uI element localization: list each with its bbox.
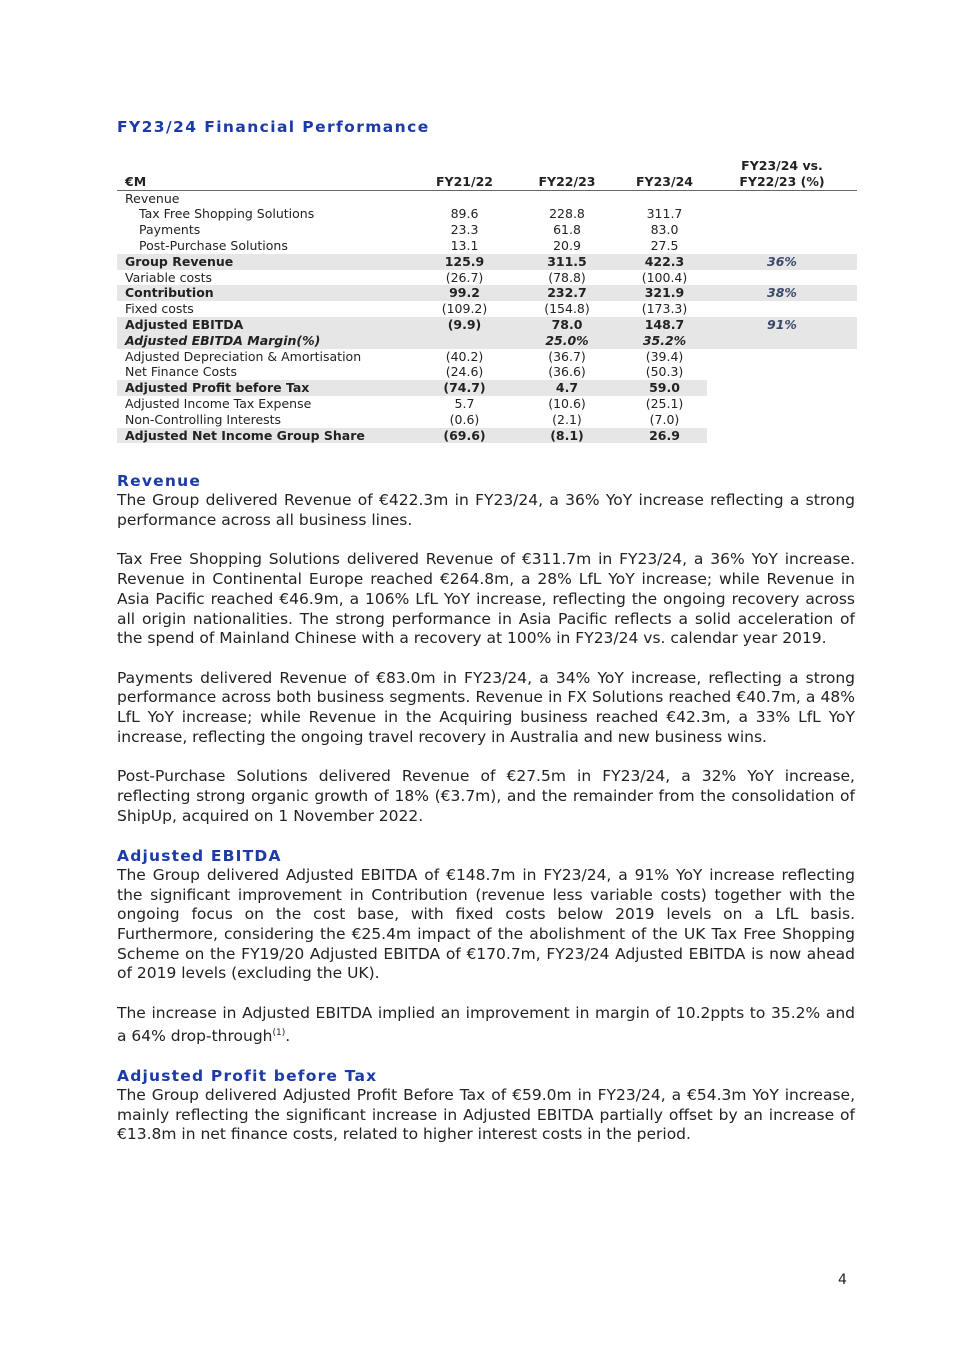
- cell-value: 26.9: [622, 428, 707, 444]
- pbt-heading: Adjusted Profit before Tax: [117, 1066, 378, 1085]
- cell-value: (69.6): [417, 428, 512, 444]
- cell-yoy-pct: [707, 270, 857, 286]
- cell-value: (100.4): [641, 269, 688, 285]
- cell-value: 13.1: [450, 237, 479, 253]
- cell-value: [417, 333, 512, 349]
- cell-yoy-pct: [707, 412, 857, 428]
- row-label: Adjusted EBITDA: [117, 317, 417, 333]
- table-header-row: [117, 174, 857, 190]
- row-label: Variable costs: [125, 269, 213, 285]
- cell-value: 422.3: [622, 254, 707, 270]
- table-row: [117, 349, 857, 365]
- table-row: [117, 206, 857, 222]
- row-label: Payments: [139, 222, 201, 238]
- cell-yoy-pct: 36%: [707, 254, 857, 270]
- cell-yoy-pct: [707, 190, 857, 206]
- ebitda-heading: Adjusted EBITDA: [117, 846, 282, 865]
- cell-value: 25.0%: [512, 333, 622, 349]
- cell-value: 89.6: [450, 206, 479, 222]
- row-label: Contribution: [117, 285, 417, 301]
- table-row: [117, 396, 857, 412]
- cell-value: (10.6): [548, 395, 586, 411]
- cell-value: (9.9): [417, 317, 512, 333]
- pbt-paragraph: The Group delivered Adjusted Profit Before Tax of €59.0m in FY23/24, a €54.3m YoY increase, mainly reflecting the significant increase in Adjusted EBITDA partially offset by an increase of €13.8m in net finance costs, related to higher interest costs in the period.: [117, 1085, 855, 1144]
- cell-yoy-pct: [707, 349, 857, 365]
- cell-yoy-pct: [707, 206, 857, 222]
- cell-value: (36.7): [548, 348, 586, 364]
- page-number: 4: [838, 1272, 847, 1288]
- cell-value: (78.8): [548, 269, 586, 285]
- ebitda-paragraph: The Group delivered Adjusted EBITDA of €148.7m in FY23/24, a 91% YoY increase reflecting the significant improvement in Contribution (revenue less variable costs) together with the ongoing focus on the cost base, with fixed costs below 2019 levels on a LfL basis. Furthermore, considering the €25.4m impact of the abolishment of the UK Tax Free Shopping Scheme on the FY19/20 Adjusted EBITDA of €170.7m, FY23/24 Adjusted EBITDA is now ahead of 2019 levels (excluding the UK).: [117, 865, 855, 983]
- table-row: [117, 428, 857, 444]
- ebitda-paragraph-margin: The increase in Adjusted EBITDA implied an improvement in margin of 10.2ppts to 35.2% and a 64% drop-through$^{(1)}$.: [117, 1003, 855, 1045]
- cell-value: 35.2%: [622, 333, 707, 349]
- table-row: [117, 254, 857, 270]
- cell-value: 4.7: [512, 380, 622, 396]
- table-row: [117, 270, 857, 286]
- cell-value: [622, 190, 707, 206]
- cell-yoy-pct: [707, 301, 857, 317]
- cell-yoy-pct: [707, 222, 857, 238]
- row-label: Non-Controlling Interests: [125, 411, 282, 427]
- row-label: Net Finance Costs: [125, 364, 238, 380]
- cell-value: 61.8: [553, 222, 581, 238]
- cell-value: (173.3): [641, 301, 688, 317]
- row-label: Adjusted Profit before Tax: [117, 380, 417, 396]
- row-label: Tax Free Shopping Solutions: [139, 206, 315, 222]
- table-row: [117, 222, 857, 238]
- table-row: [117, 380, 857, 396]
- cell-value: 23.3: [450, 222, 479, 238]
- cell-value: 311.7: [646, 206, 683, 222]
- cell-yoy-pct: [707, 238, 857, 254]
- table-row: [117, 285, 857, 301]
- cell-value: 228.8: [549, 206, 585, 222]
- cell-value: (7.0): [649, 411, 680, 427]
- cell-value: 321.9: [622, 285, 707, 301]
- row-label: Adjusted EBITDA Margin(%): [117, 333, 417, 349]
- cell-value: 311.5: [512, 254, 622, 270]
- footnote-ref: (1): [272, 1027, 286, 1038]
- cell-yoy-pct: [707, 364, 857, 380]
- revenue-paragraph: Post-Purchase Solutions delivered Revenue of €27.5m in FY23/24, a 32% YoY increase, reflecting strong organic growth of 18% (€3.7m), and the remainder from the consolidation of ShipUp, acquired on 1 November 2022.: [117, 767, 855, 825]
- cell-value: 83.0: [650, 222, 679, 238]
- cell-value: (24.6): [445, 364, 484, 380]
- row-label: Adjusted Net Income Group Share: [117, 428, 417, 444]
- cell-value: (0.6): [449, 411, 480, 427]
- cell-value: 20.9: [553, 237, 581, 253]
- cell-value: [417, 190, 512, 206]
- cell-yoy-pct: [707, 380, 857, 396]
- header-fy2223: FY22/23: [512, 174, 622, 190]
- table-row: [117, 412, 857, 428]
- cell-value: (40.2): [445, 348, 484, 364]
- cell-value: (36.6): [548, 364, 586, 380]
- cell-yoy-pct: [707, 396, 857, 412]
- cell-value: (8.1): [512, 428, 622, 444]
- cell-value: 5.7: [454, 395, 475, 411]
- cell-value: (26.7): [445, 269, 484, 285]
- row-label: Group Revenue: [117, 254, 417, 270]
- header-yoy: FY22/23 (%): [707, 174, 857, 190]
- cell-value: 99.2: [417, 285, 512, 301]
- cell-value: [512, 190, 622, 206]
- revenue-heading: Revenue: [117, 472, 202, 491]
- financial-table: [117, 158, 857, 443]
- table-row: [117, 364, 857, 380]
- revenue-paragraph: The Group delivered Revenue of €422.3m in FY23/24, a 36% YoY increase reflecting a strong performance across all business lines.: [117, 491, 855, 530]
- table-row: [117, 333, 857, 349]
- cell-value: (50.3): [645, 364, 684, 380]
- row-label: Revenue: [125, 190, 180, 206]
- table-row: [117, 317, 857, 333]
- cell-value: (39.4): [645, 348, 684, 364]
- row-label: Post-Purchase Solutions: [139, 237, 288, 253]
- header-yoy-top: FY23/24 vs.: [741, 158, 823, 173]
- table-row: [117, 301, 857, 317]
- cell-value: (74.7): [417, 380, 512, 396]
- page-title: FY23/24 Financial Performance: [117, 118, 430, 136]
- cell-value: (2.1): [552, 411, 582, 427]
- table-row: [117, 238, 857, 254]
- row-label: Fixed costs: [125, 301, 194, 317]
- revenue-paragraph: Payments delivered Revenue of €83.0m in FY23/24, a 34% YoY increase, reflecting a strong performance across both business segments. Revenue in FX Solutions reached €40.7m, a 48% LfL YoY increase; while Revenue in the Acquiring business reached €42.3m, a 33% LfL YoY increase, reflecting the ongoing travel recovery in Australia and new business wins.: [117, 668, 855, 746]
- cell-value: (25.1): [645, 395, 684, 411]
- cell-value: (154.8): [544, 301, 590, 317]
- page-content: [117, 116, 855, 1145]
- cell-yoy-pct: [707, 428, 857, 444]
- cell-value: 59.0: [622, 380, 707, 396]
- cell-value: 125.9: [417, 254, 512, 270]
- header-unit: €M: [117, 174, 417, 190]
- table-row: [117, 190, 857, 206]
- cell-yoy-pct: [707, 333, 857, 349]
- header-fy2324: FY23/24: [622, 174, 707, 190]
- cell-value: 148.7: [622, 317, 707, 333]
- row-label: Adjusted Income Tax Expense: [125, 395, 312, 411]
- cell-value: 27.5: [650, 237, 679, 253]
- revenue-paragraph: Tax Free Shopping Solutions delivered Revenue of €311.7m in FY23/24, a 36% YoY increase. Revenue in Continental Europe reached €264.8m, a 28% LfL YoY increase; while Revenue in Asia Pacific reached €46.9m, a 106% LfL YoY increase, reflecting the ongoing recovery across all origin nationalities. The strong performance in Asia Pacific reflects a solid acceleration of the spend of Mainland Chinese with a recovery at 100% in FY23/24 vs. calendar year 2019.: [117, 550, 855, 648]
- cell-yoy-pct: 91%: [707, 317, 857, 333]
- cell-value: 232.7: [512, 285, 622, 301]
- header-fy2122: FY21/22: [417, 174, 512, 190]
- row-label: Adjusted Depreciation & Amortisation: [125, 348, 362, 364]
- cell-value: 78.0: [512, 317, 622, 333]
- cell-yoy-pct: 38%: [707, 285, 857, 301]
- cell-value: (109.2): [441, 301, 488, 317]
